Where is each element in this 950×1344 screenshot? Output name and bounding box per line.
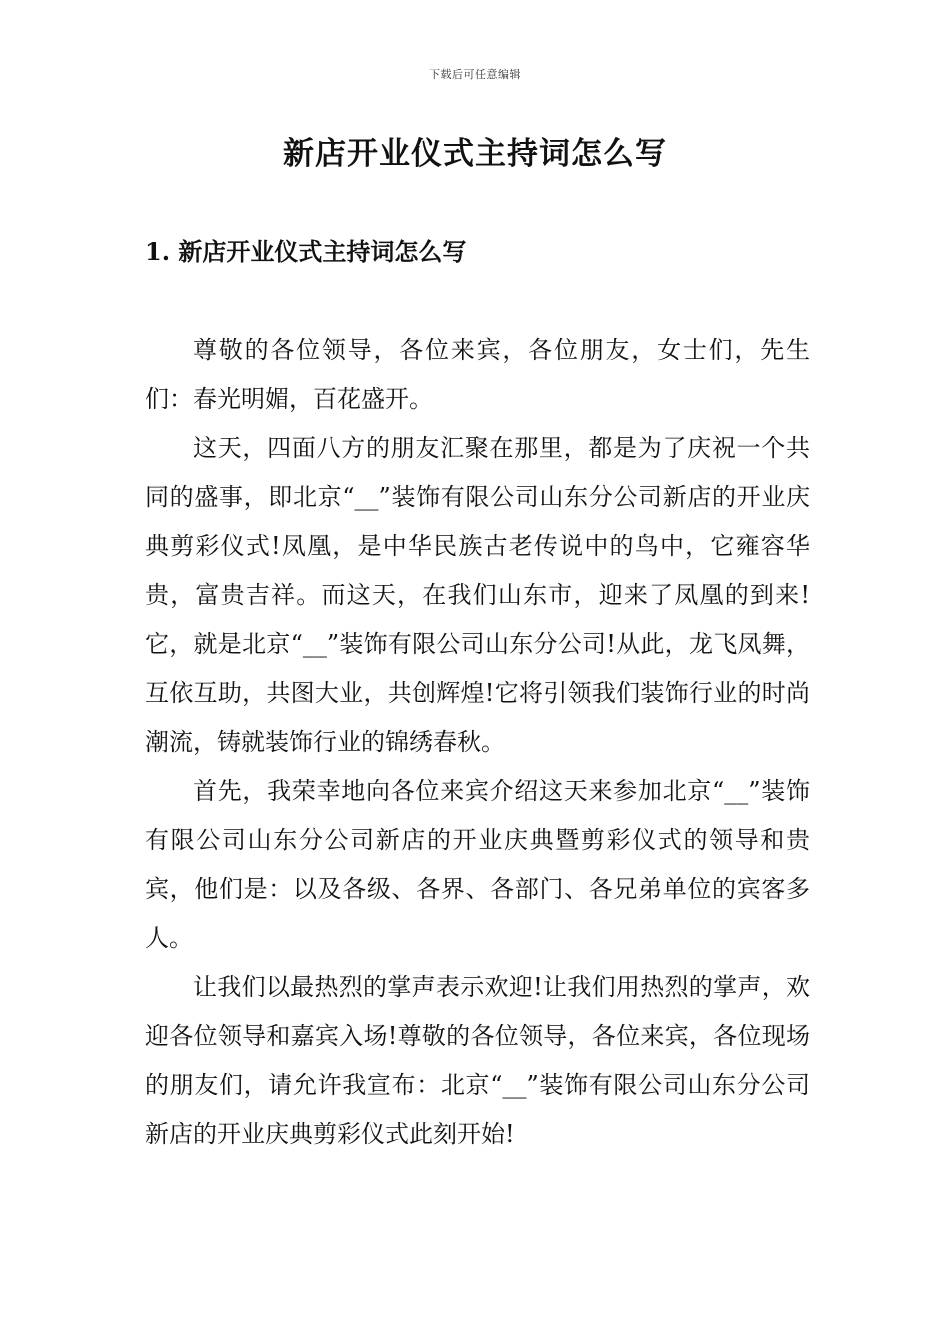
paragraph-introduction: 这天，四面八方的朋友汇聚在那里，都是为了庆祝一个共同的盛事，即北京“__”装饰有限公司山东分公司新店的开业庆典剪彩仪式!凤凰，是中华民族古老传说中的鸟中，它雍容华贵，富贵吉祥。而这天，在我们山东市，迎来了凤凰的到来!它，就是北京“__”装饰有限公司山东分公司!从此，龙飞凤舞，互依互助，共图大业，共创辉煌!它将引领我们装饰行业的时尚潮流，铸就装饰行业的锦绣春秋。 [145,434,810,756]
document-title: 新店开业仪式主持词怎么写 [283,136,667,172]
paragraph-greeting: 尊敬的各位领导，各位来宾，各位朋友，女士们，先生们：春光明媚，百花盛开。 [145,336,810,413]
document-body [145,326,810,1159]
header-note: 下载后可任意编辑 [429,68,521,81]
section-heading: 1. 新店开业仪式主持词怎么写 [145,237,467,266]
paragraph-guests: 首先，我荣幸地向各位来宾介绍这天来参加北京“__”装饰有限公司山东分公司新店的开业庆典暨剪彩仪式的领导和贵宾，他们是：以及各级、各界、各部门、各兄弟单位的宾客多人。 [145,777,810,952]
paragraph-opening: 让我们以最热烈的掌声表示欢迎!让我们用热烈的掌声，欢迎各位领导和嘉宾入场!尊敬的各位领导，各位来宾，各位现场的朋友们，请允许我宣布：北京“__”装饰有限公司山东分公司新店的开业庆典剪彩仪式此刻开始! [145,973,810,1148]
